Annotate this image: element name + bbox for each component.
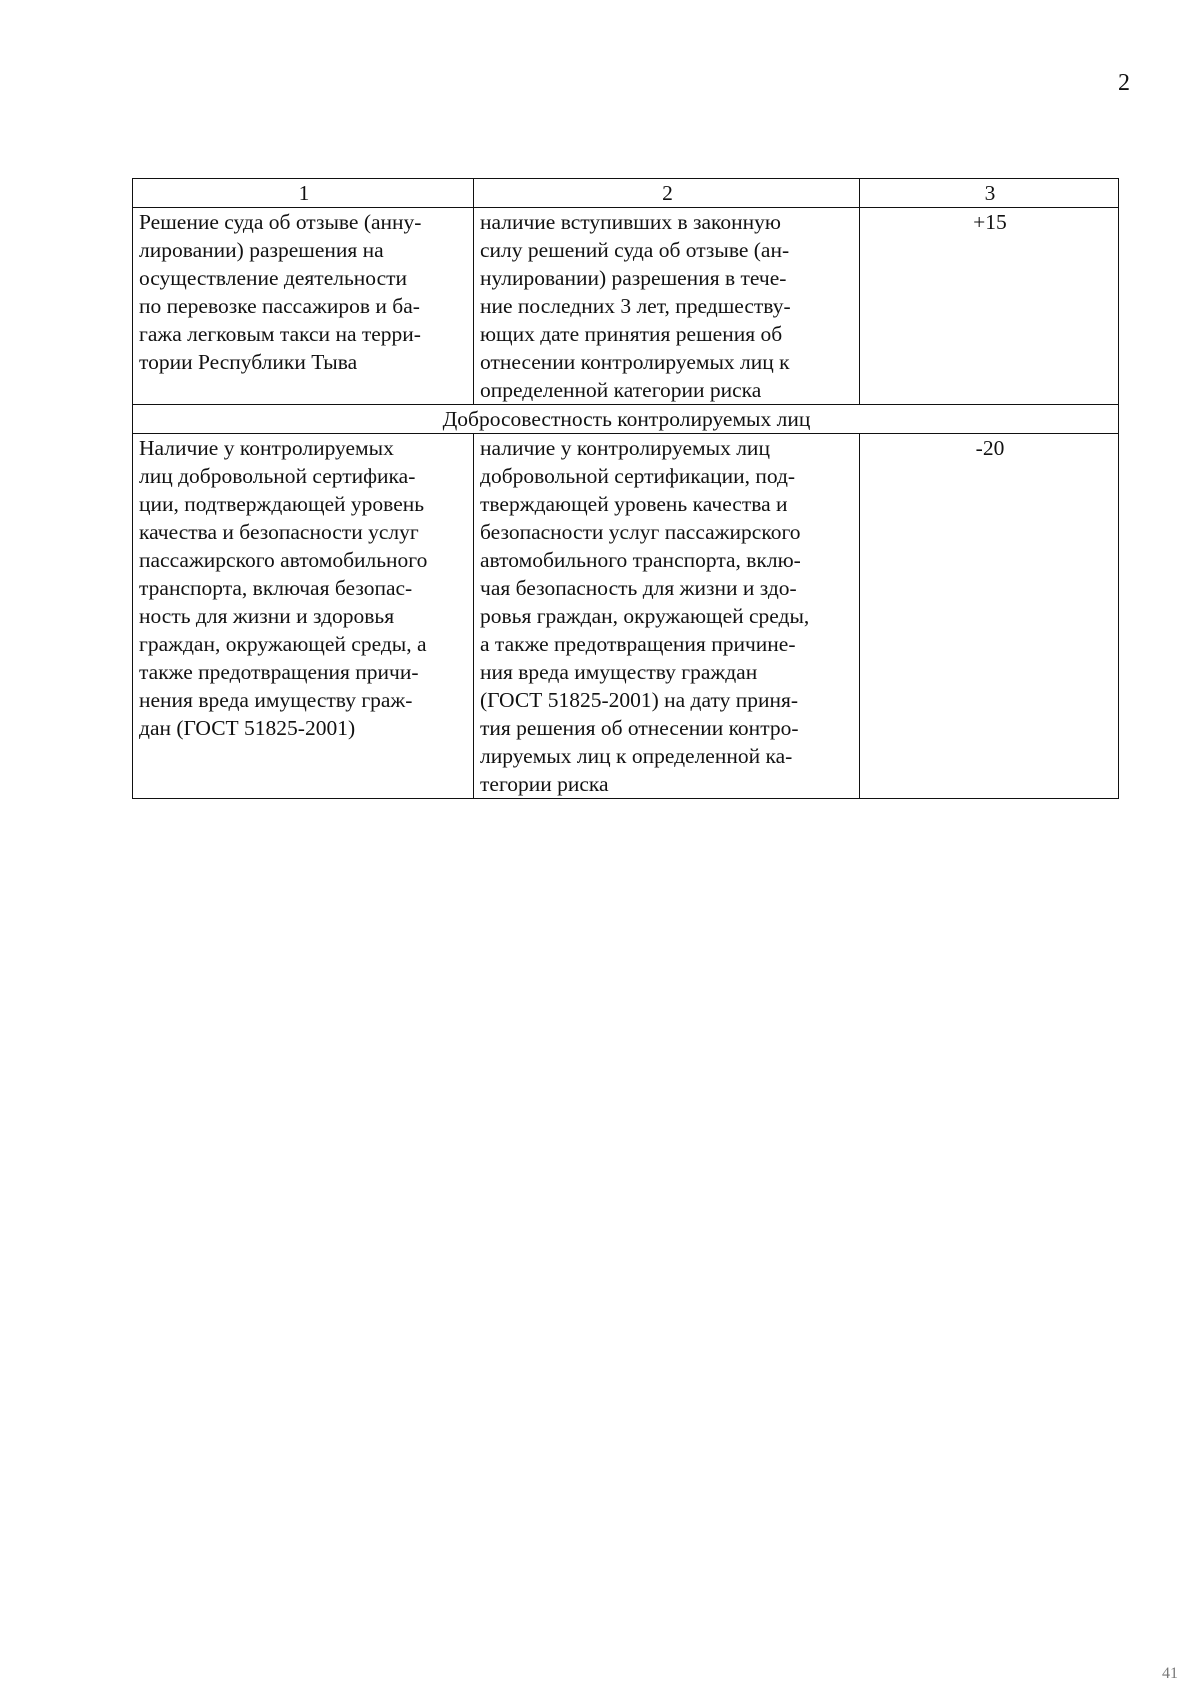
criterion-line: транспорта, включая безопас- — [139, 576, 413, 600]
indicator-line: добровольной сертификации, под- — [480, 464, 796, 488]
indicator-line: а также предотвращения причине- — [480, 632, 796, 656]
indicator-line: тия решения об отнесении контро- — [480, 716, 799, 740]
indicator-line: ние последних 3 лет, предшеству- — [480, 294, 791, 318]
indicator-line: (ГОСТ 51825-2001) на дату приня- — [480, 688, 799, 712]
criterion-line: Решение суда об отзыве (анну- — [139, 210, 422, 234]
indicator-line: лируемых лиц к определенной ка- — [480, 744, 793, 768]
criterion-line: по перевозке пассажиров и ба- — [139, 294, 420, 318]
table-header-row — [133, 179, 1119, 208]
criterion-line: осуществление деятельности — [139, 266, 408, 290]
score-cell: +15 — [860, 208, 1119, 405]
column-header-2: 2 — [474, 179, 860, 208]
criterion-line: лировании) разрешения на — [139, 238, 384, 262]
indicator-line: ровья граждан, окружающей среды, — [480, 604, 810, 628]
table-row — [133, 434, 1119, 799]
criterion-line: также предотвращения причи- — [139, 660, 419, 684]
criterion-line: дан (ГОСТ 51825-2001) — [139, 716, 356, 740]
indicator-line: наличие у контролируемых лиц — [480, 436, 770, 460]
indicator-line: автомобильного транспорта, вклю- — [480, 548, 801, 572]
criterion-line: Наличие у контролируемых — [139, 436, 394, 460]
indicator-line: ющих дате принятия решения об — [480, 322, 783, 346]
indicator-line: ния вреда имуществу граждан — [480, 660, 758, 684]
criterion-line: гажа легковым такси на терри- — [139, 322, 421, 346]
indicator-line: чая безопасность для жизни и здо- — [480, 576, 797, 600]
indicator-cell — [474, 208, 860, 405]
criterion-line: качества и безопасности услуг — [139, 520, 419, 544]
indicator-line: нулировании) разрешения в тече- — [480, 266, 787, 290]
criterion-cell — [133, 434, 474, 799]
indicator-line: безопасности услуг пассажирского — [480, 520, 801, 544]
page-number: 2 — [1118, 70, 1130, 96]
column-header-3: 3 — [860, 179, 1119, 208]
column-header-1: 1 — [133, 179, 474, 208]
criterion-line: тории Республики Тыва — [139, 350, 358, 374]
criterion-line: нения вреда имуществу граж- — [139, 688, 413, 712]
risk-criteria-table — [132, 178, 1119, 799]
indicator-line: тегории риска — [480, 772, 609, 796]
section-row — [133, 405, 1119, 434]
criterion-line: пассажирского автомобильного — [139, 548, 428, 572]
indicator-line: силу решений суда об отзыве (ан- — [480, 238, 790, 262]
criterion-line: граждан, окружающей среды, а — [139, 632, 427, 656]
criterion-line: лиц добровольной сертифика- — [139, 464, 416, 488]
indicator-line: наличие вступивших в законную — [480, 210, 781, 234]
indicator-line: отнесении контролируемых лиц к — [480, 350, 790, 374]
table-row — [133, 208, 1119, 405]
indicator-cell — [474, 434, 860, 799]
section-title: Добросовестность контролируемых лиц — [133, 405, 1119, 434]
criterion-cell — [133, 208, 474, 405]
indicator-line: тверждающей уровень качества и — [480, 492, 788, 516]
indicator-line: определенной категории риска — [480, 378, 762, 402]
corner-mark: 41 — [1162, 1665, 1178, 1682]
criterion-line: ции, подтверждающей уровень — [139, 492, 425, 516]
criterion-line: ность для жизни и здоровья — [139, 604, 395, 628]
score-cell: -20 — [860, 434, 1119, 799]
